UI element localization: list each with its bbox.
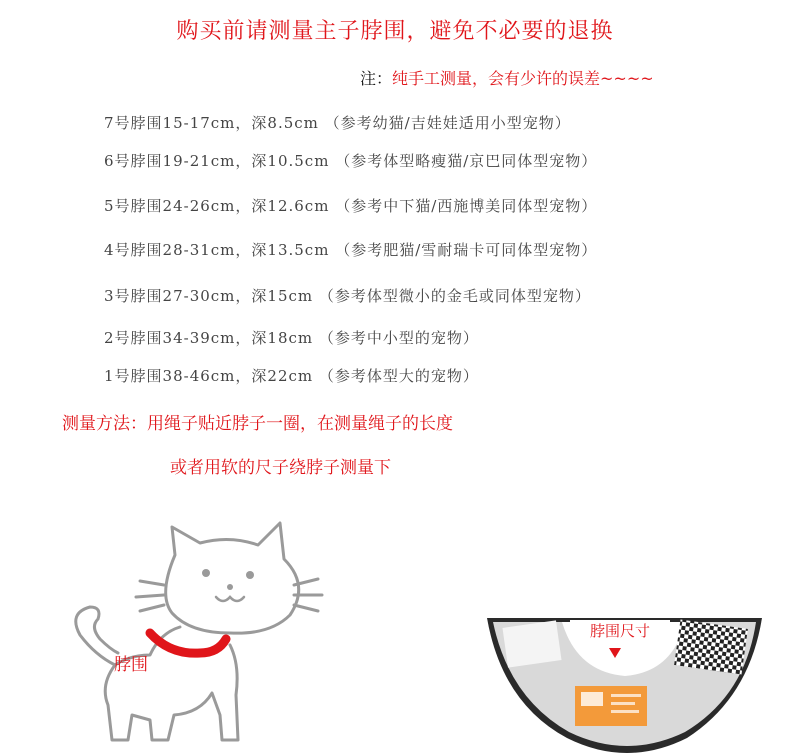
collar-arrow-icon [609, 648, 621, 658]
measurement-note [360, 66, 654, 89]
cat-illustration [40, 515, 340, 750]
neck-label: 脖围 [114, 655, 148, 675]
cat-mouth [216, 597, 244, 601]
measure-method-line-2: 或者用软的尺子绕脖子测量下 [170, 458, 391, 478]
cat-eye-left [202, 569, 210, 577]
cat-nose [227, 584, 233, 590]
page-title: 购买前请测量主子脖围，避免不必要的退换 [176, 19, 614, 44]
measure-method-line-1: 测量方法：用绳子贴近脖子一圈，在测量绳子的长度 [62, 414, 453, 434]
collar-checker-pad [674, 619, 748, 674]
size-row-2: 2号脖围34-39cm，深18cm （参考中小型的宠物） [104, 329, 479, 347]
collar-size-label: 脖围尺寸 [570, 620, 670, 641]
size-row-3: 3号脖围27-30cm，深15cm （参考体型微小的金毛或同体型宠物） [104, 287, 591, 305]
cat-head [166, 523, 299, 633]
size-row-6: 6号脖围19-21cm，深10.5cm （参考体型略瘦猫/京巴同体型宠物） [104, 152, 598, 170]
size-row-7: 7号脖围15-17cm，深8.5cm （参考幼猫/吉娃娃适用小型宠物） [104, 114, 571, 132]
size-row-4: 4号脖围28-31cm，深13.5cm （参考肥猫/雪耐瑞卡可同体型宠物） [104, 241, 598, 259]
collar-white-pad [502, 620, 561, 667]
cat-tail [76, 607, 118, 665]
size-row-1: 1号脖围38-46cm，深22cm （参考体型大的宠物） [104, 367, 479, 385]
note-label: 注： [360, 69, 393, 88]
cat-eye-right [246, 571, 254, 579]
size-row-5: 5号脖围24-26cm，深12.6cm （参考中下猫/西施博美同体型宠物） [104, 197, 598, 215]
note-text: 纯手工测量，会有少许的误差~~~~ [392, 69, 654, 88]
cat-whiskers [136, 579, 322, 611]
